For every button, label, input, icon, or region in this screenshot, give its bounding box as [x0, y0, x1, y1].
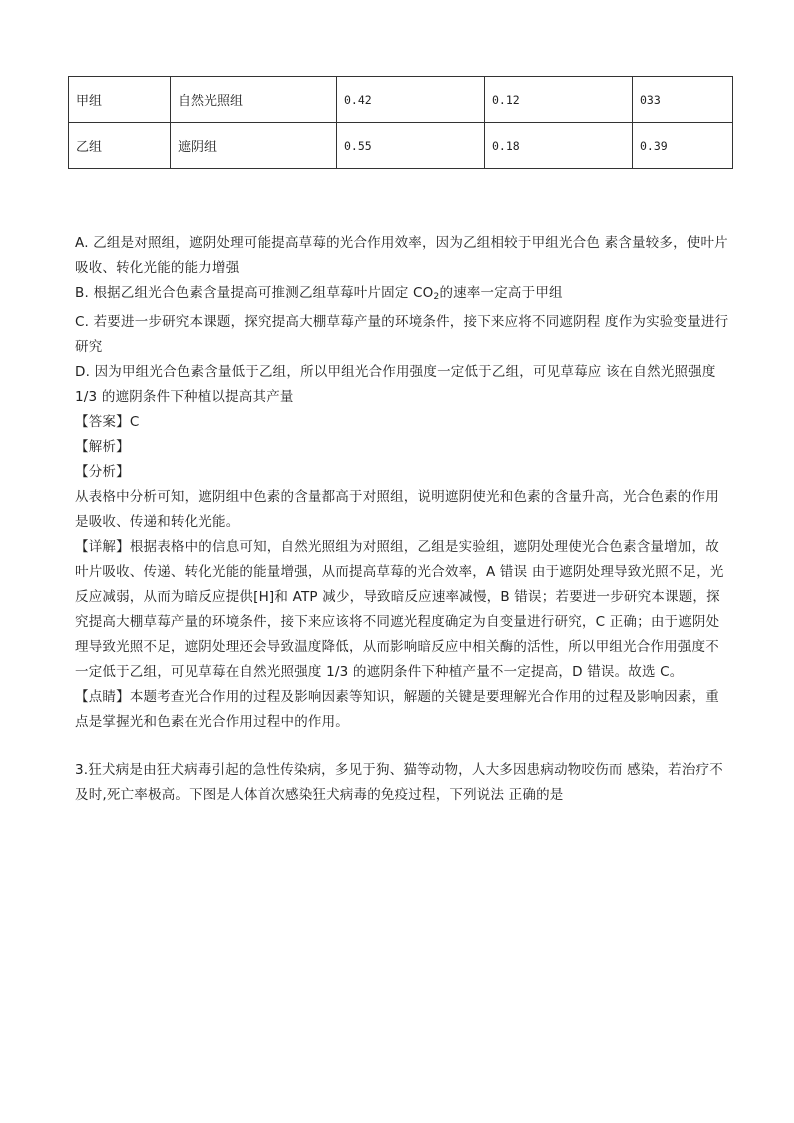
table-row	[69, 123, 733, 169]
detail-text: 根据表格中的信息可知，自然光照组为对照组，乙组是实验组，遮阴处理使光合色素含量增加，故叶片吸收、传递、转化光能的能量增强，从而提高草莓的光合效率，A 错误 由于遮阴处理导致光照不足，光反应减弱，从而为暗反应提供[H]和 ATP 减少，导致暗反应速率减慢，B 错误；若要进一步研究本课题，探究提高大棚草莓产量的环境条件，接下来应该将不同遮光程度确定为自变量进行研究，C 正确；由于遮阴处理导致光照不足，遮阴处理还会导致温度降低，从而影响暗反应中相关酶的活性，所以甲组光合作用强度不一定低于乙组，可见草莓在自然光照强度 1/3 的遮阴条件下种植产量不一定提高，D 错误。故选 C。	[75, 539, 724, 680]
data-table	[68, 76, 733, 169]
dianjing-label: 【点睛】	[75, 689, 130, 705]
table-cell: 0.18	[485, 123, 633, 169]
answer-label: 【答案】	[75, 414, 130, 430]
table-cell: 甲组	[69, 77, 171, 123]
table-cell: 0.42	[337, 77, 485, 123]
table-cell: 0.39	[633, 123, 733, 169]
table-cell: 033	[633, 77, 733, 123]
table-cell: 遮阴组	[171, 123, 337, 169]
subscript: 2	[433, 292, 440, 302]
fenxi-label: 【分析】	[75, 464, 130, 480]
dianjing-text: 本题考查光合作用的过程及影响因素等知识，解题的关键是要理解光合作用的过程及影响因素，重点是掌握光和色素在光合作用过程中的作用。	[75, 689, 719, 730]
option-d: D. 因为甲组光合色素含量低于乙组，所以甲组光合作用强度一定低于乙组，可见草莓应 该在自然光照强度 1/3 的遮阴条件下种植以提高其产量	[75, 364, 716, 405]
table-row	[69, 77, 733, 123]
question-3: 3.狂犬病是由狂犬病毒引起的急性传染病，多见于狗、猫等动物，人大多因患病动物咬伤而 感染，若治疗不及时,死亡率极高。下图是人体首次感染狂犬病毒的免疫过程，下列说法 正确的是	[75, 762, 723, 803]
option-b-text-end: 的速率一定高于甲组	[439, 285, 563, 301]
option-b	[75, 281, 731, 310]
option-a: A. 乙组是对照组，遮阴处理可能提高草莓的光合作用效率，因为乙组相较于甲组光合色 素含量较多，使叶片吸收、转化光能的能力增强	[75, 235, 728, 276]
option-c: C. 若要进一步研究本课题，探究提高大棚草莓产量的环境条件，接下来应将不同遮阴程 度作为实验变量进行研究	[75, 314, 729, 355]
detail-paragraph	[75, 535, 731, 685]
option-b-text: B. 根据乙组光合色素含量提高可推测乙组草莓叶片固定 CO	[75, 285, 434, 301]
table-cell: 0.55	[337, 123, 485, 169]
table-cell: 0.12	[485, 77, 633, 123]
answer	[75, 410, 731, 435]
analysis-label: 【解析】	[75, 439, 130, 455]
dianjing-paragraph	[75, 685, 731, 735]
document-body	[75, 231, 731, 808]
answer-value: C	[129, 414, 140, 430]
table-cell: 自然光照组	[171, 77, 337, 123]
fenxi-text: 从表格中分析可知，遮阴组中色素的含量都高于对照组，说明遮阴使光和色素的含量升高，光合色素的作用是吸收、传递和转化光能。	[75, 489, 719, 530]
table-cell: 乙组	[69, 123, 171, 169]
detail-label: 【详解】	[75, 539, 130, 555]
spacer	[75, 735, 731, 758]
